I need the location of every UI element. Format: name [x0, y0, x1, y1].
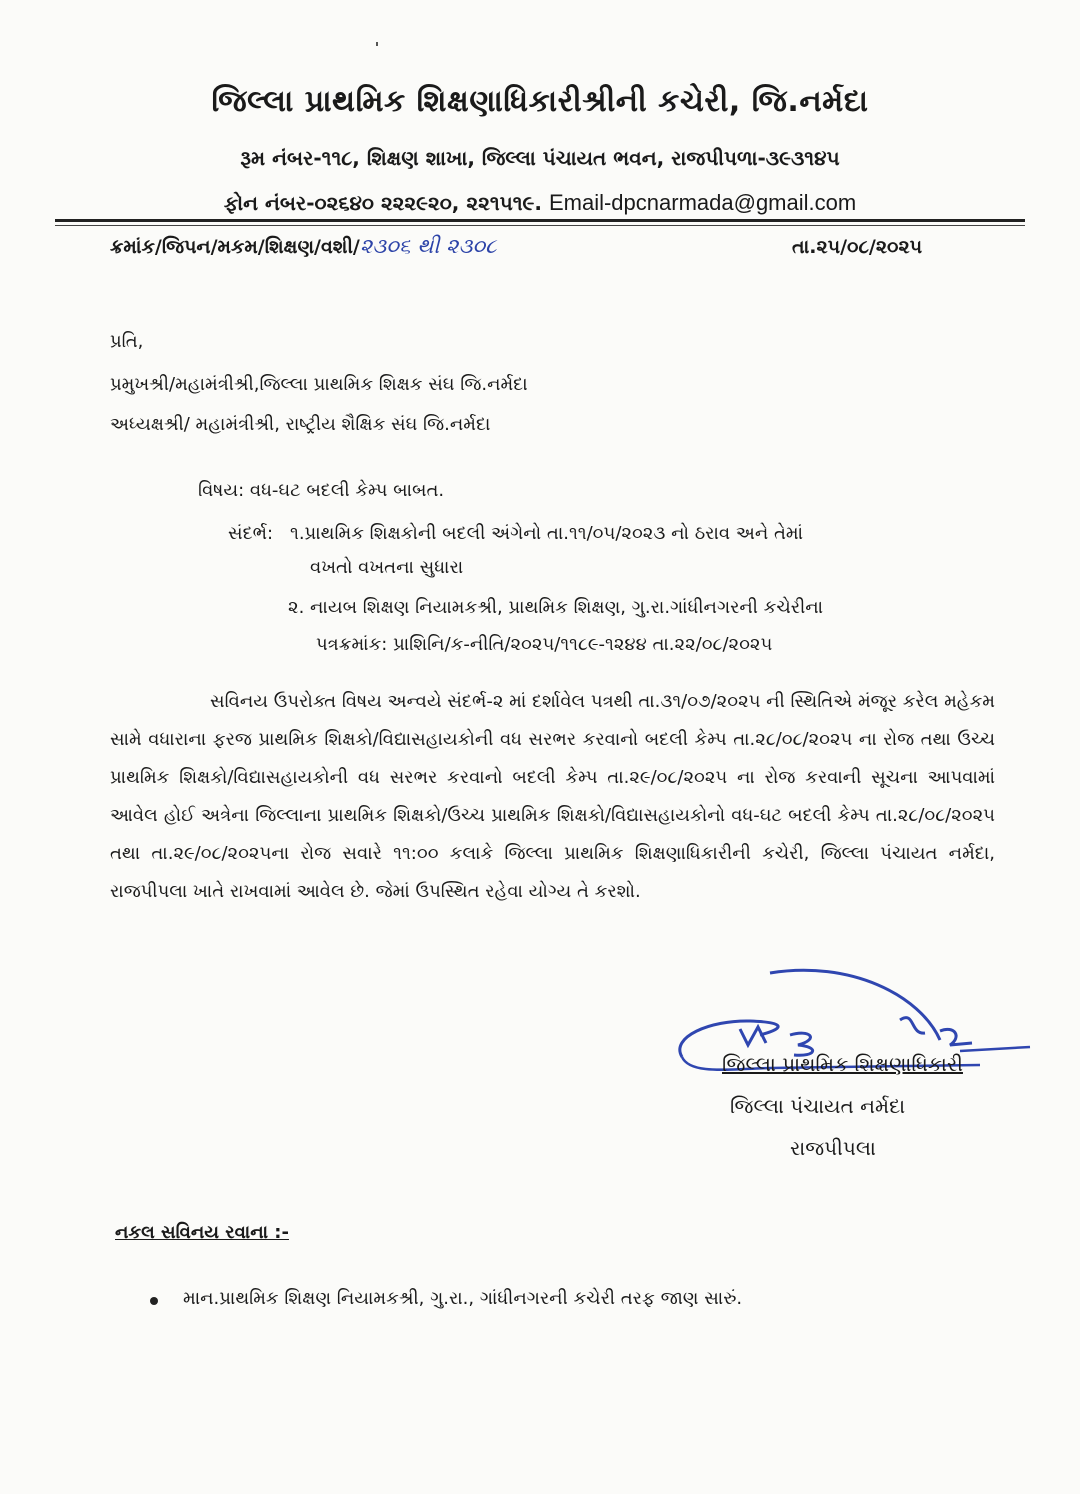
email-address: Email-dpcnarmada@gmail.com [548, 190, 857, 215]
staple-mark [376, 42, 378, 46]
recipient-1: પ્રમુખશ્રી/મહામંત્રીશ્રી,જિલ્લા પ્રાથમિક શિક્ષક સંઘ જિ.નર્મદા [110, 374, 528, 395]
reference-prefix: ક્રમાંક/જિપન/મકમ/શિક્ષણ/વશી/ [110, 236, 360, 258]
references-label: સંદર્ભ: [228, 523, 274, 544]
phone-numbers: ફોન નંબર-૦૨૬૪૦ ૨૨૨૯૨૦, ૨૨૧૫૧૯. [223, 191, 542, 215]
body-paragraph [110, 683, 995, 911]
copy-to-item: માન.પ્રાથમિક શિક્ષણ નિયામકશ્રી, ગુ.રા., ગાંધીનગરની કચેરી તરફ જાણ સારું. [183, 1288, 743, 1309]
signatory-place: રાજપીપલા [790, 1136, 876, 1160]
reference-1-line-1: ૧.પ્રાથમિક શિક્ષકોની બદલી અંગેનો તા.૧૧/૦૫/૨૦૨૩ નો ઠરાવ અને તેમાં [290, 523, 804, 544]
body-paragraph-text: સવિનય ઉપરોક્ત વિષય અન્વયે સંદર્ભ-૨ માં દર્શાવેલ પત્રથી તા.૩૧/૦૭/૨૦૨૫ ની સ્થિતિએ મંજૂર કરેલ મહેકમ સામે વધારાના ફરજ પ્રાથમિક શિક્ષકો/વિદ્યાસહાયકોની વધ સરભર કરવાનો બદલી કેમ્પ તા.૨૮/૦૮/૨૦૨૫ ના રોજ તથા ઉચ્ચ પ્રાથમિક શિક્ષકો/વિદ્યાસહાયકોની વધ સરભર કરવાનો બદલી કેમ્પ તા.૨૯/૦૮/૨૦૨૫ ના રોજ કરવાની સૂચના આપવામાં આવેલ હોઈ અત્રેના જિલ્લાના પ્રાથમિક શિક્ષકો/ઉચ્ચ પ્રાથમિક શિક્ષકો/વિદ્યાસહાયકોનો વધ-ઘટ બદલી કેમ્પ તા.૨૮/૦૮/૨૦૨૫ તથા તા.૨૯/૦૮/૨૦૨૫ના રોજ સવારે ૧૧:૦૦ કલાકે જિલ્લા પ્રાથમિક શિક્ષણાધિકારીની કચેરી, જિલ્લા પંચાયત નર્મદા, રાજપીપલા ખાતે રાખવામાં આવેલ છે. જેમાં ઉપસ્થિત રહેવા યોગ્ય તે કરશો. [110, 691, 995, 902]
office-address: રૂમ નંબર-૧૧૮, શિક્ષણ શાખા, જિલ્લા પંચાયત ભવન, રાજપીપળા-૩૯૩૧૪૫ [240, 146, 840, 170]
handwritten-reference: ૨૩૦૬ થી ૨૩૦૮ [359, 234, 497, 258]
reference-2-line-2: પત્રક્રમાંક: પ્રાશિનિ/ક-નીતિ/૨૦૨૫/૧૧૮૯-૧૨૪૪ તા.૨૨/૦૮/૨૦૨૫ [316, 634, 773, 655]
reference-number [110, 234, 497, 259]
office-contact [0, 190, 1080, 216]
header-rule-thin [55, 225, 1025, 226]
reference-2-line-1: ૨. નાયબ શિક્ષણ નિયામકશ્રી, પ્રાથમિક શિક્ષણ, ગુ.રા.ગાંધીનગરની કચેરીના [288, 597, 824, 618]
reference-1-line-2: વખતો વખતના સુધારા [310, 557, 464, 578]
letter-date: તા.૨૫/૦૮/૨૦૨૫ [792, 236, 923, 258]
recipient-2: અધ્યક્ષશ્રી/ મહામંત્રીશ્રી, રાષ્ટ્રીય શૈક્ષિક સંઘ જિ.નર્મદા [110, 414, 491, 435]
header-rule-thick [55, 219, 1025, 222]
office-title: જિલ્લા પ્રાથમિક શિક્ષણાધિકારીશ્રીની કચેરી, જિ.નર્મદા [211, 84, 869, 119]
copy-to-heading: નકલ સવિનય રવાના :- [115, 1222, 289, 1243]
signatory-designation: જિલ્લા પ્રાથમિક શિક્ષણાધિકારી [722, 1052, 963, 1076]
subject-line: વિષય: વધ-ઘટ બદલી કેમ્પ બાબત. [198, 480, 445, 501]
to-label: પ્રતિ, [110, 331, 144, 352]
signatory-office: જિલ્લા પંચાયત નર્મદા [730, 1094, 906, 1118]
bullet-icon [150, 1297, 158, 1305]
